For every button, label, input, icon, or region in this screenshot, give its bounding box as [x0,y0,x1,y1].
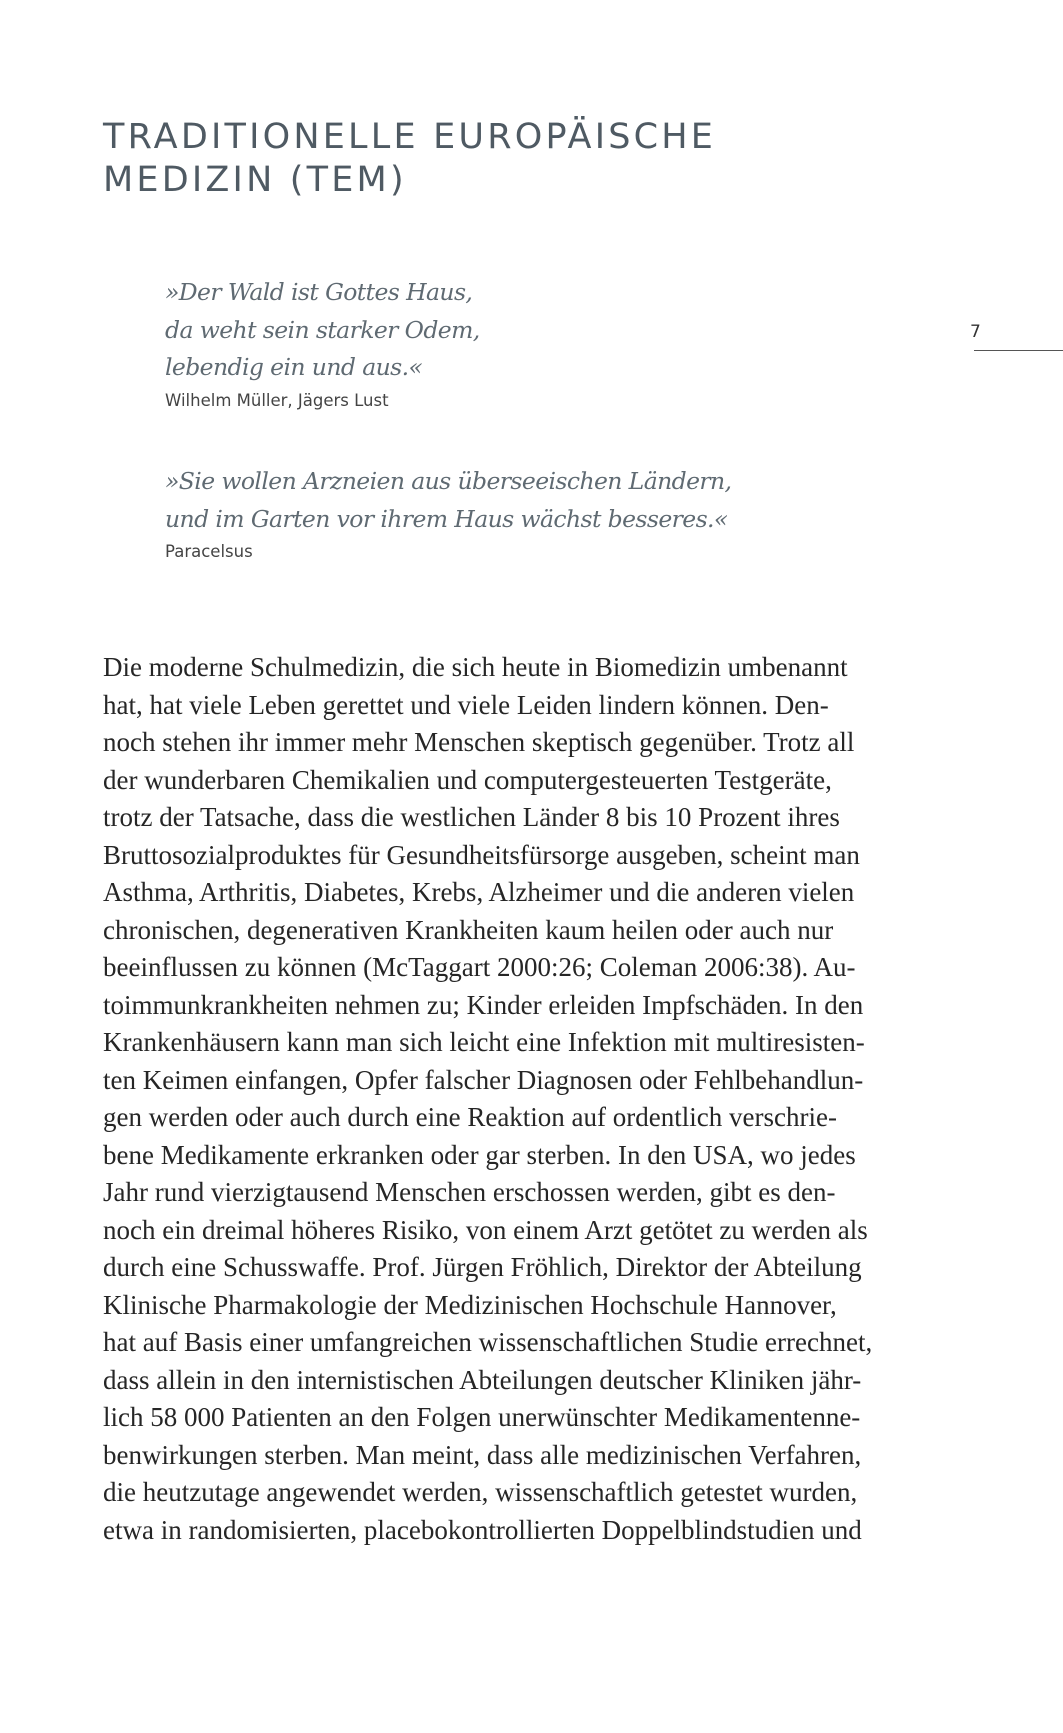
body-line: Die moderne Schulmedizin, die sich heute in Biomedizin umbenannt [103,652,848,682]
body-line: Klinische Pharmakologie der Medizinischen Hochschule Hannover, [103,1289,837,1320]
epigraph-paracelsus [165,463,785,564]
body-line: Jahr rund vierzigtausend Menschen erschossen werden, gibt es den- [103,1177,836,1207]
epigraph-quote-line: »Sie wollen Arzneien aus überseeischen Ländern, [165,467,732,495]
epigraph-mueller [165,274,785,413]
body-line: die heutzutage angewendet werden, wissenschaftlich getestet wurden, [103,1477,858,1507]
body-line: Asthma, Arthritis, Diabetes, Krebs, Alzheimer und die anderen vielen [103,877,855,907]
body-line: der wunderbaren Chemikalien und computergesteuerten Testgeräte, [103,764,832,795]
body-line: chronischen, degenerativen Krankheiten kaum heilen oder auch nur [103,914,834,945]
chapter-title [103,116,716,202]
epigraph-quote-line: und im Garten vor ihrem Haus wächst besseres.« [165,504,728,533]
epigraph-source: Paracelsus [165,542,253,561]
body-line: Krankenhäusern kann man sich leicht eine Infektion mit multiresisten- [103,1027,865,1057]
body-line: gen werden oder auch durch eine Reaktion auf ordentlich verschrie- [103,1102,837,1132]
chapter-title-line-1: TRADITIONELLE EUROPÄISCHE [103,117,717,157]
body-line: durch eine Schusswaffe. Prof. Jürgen Fröhlich, Direktor der Abteilung [103,1252,862,1282]
body-line: beeinflussen zu können (McTaggart 2000:26; Coleman 2006:38). Au- [103,952,856,982]
body-line: toimmunkrankheiten nehmen zu; Kinder erleiden Impfschäden. In den [103,989,864,1020]
body-line: ten Keimen einfangen, Opfer falscher Diagnosen oder Fehlbehandlun- [103,1064,864,1095]
body-line: etwa in randomisierten, placebokontrollierten Doppelblindstudien und [103,1514,862,1545]
body-line: hat auf Basis einer umfangreichen wissenschaftlichen Studie errechnet, [103,1327,873,1357]
body-line: lich 58 000 Patienten an den Folgen unerwünschter Medikamentenne- [103,1402,861,1432]
body-line: Bruttosozialproduktes für Gesundheitsfürsorge ausgeben, scheint man [103,839,860,870]
body-line: dass allein in den internistischen Abteilungen deutscher Kliniken jähr- [103,1364,862,1395]
epigraph-quote-line: »Der Wald ist Gottes Haus, [165,278,473,306]
body-line: noch ein dreimal höheres Risiko, von einem Arzt getötet zu werden als [103,1214,868,1245]
body-line: bene Medikamente erkranken oder gar sterben. In den USA, wo jedes [103,1139,856,1170]
epigraph-source: Wilhelm Müller, Jägers Lust [165,390,389,410]
body-line: benwirkungen sterben. Man meint, dass alle medizinischen Verfahren, [103,1439,862,1470]
body-paragraph [103,649,931,1549]
epigraph-quote-line: da weht sein starker Odem, [165,315,480,344]
page-number: 7 [970,322,981,342]
body-line: trotz der Tatsache, dass die westlichen Länder 8 bis 10 Prozent ihres [103,802,840,832]
page-number-rule [974,350,1063,351]
body-line: hat, hat viele Leben gerettet und viele Leiden lindern können. Den- [103,689,829,720]
epigraph-quote-line: lebendig ein und aus.« [165,353,423,381]
chapter-title-line-2: MEDIZIN (TEM) [103,160,407,200]
body-line: noch stehen ihr immer mehr Menschen skeptisch gegenüber. Trotz all [103,727,855,757]
